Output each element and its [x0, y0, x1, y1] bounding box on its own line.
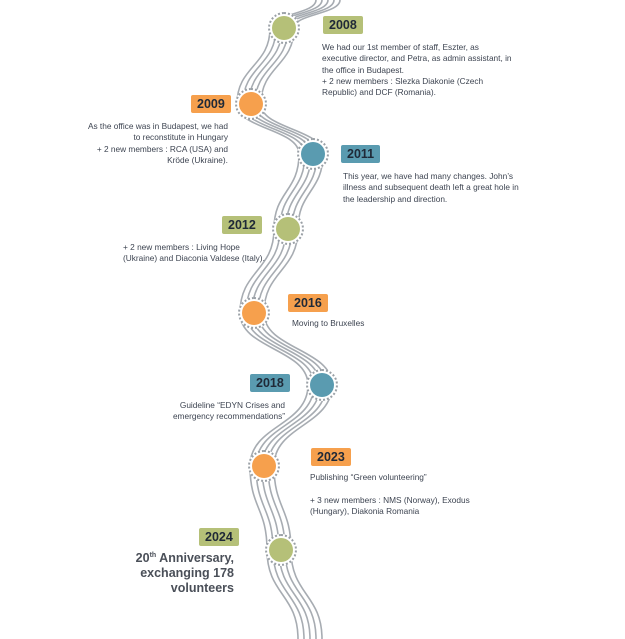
milestone-node-2024	[265, 534, 297, 566]
year-badge-2008: 2008	[323, 16, 363, 34]
milestone-node-2011	[297, 138, 329, 170]
milestone-text-2016: Moving to Bruxelles	[292, 318, 365, 328]
milestone-dot	[239, 92, 263, 116]
milestone-text-2023: Publishing “Green volunteering” + 3 new members : NMS (Norway), Exodus (Hungary), Diakonia Romania	[310, 472, 470, 516]
milestone-node-2009	[235, 88, 267, 120]
milestone-dot	[301, 142, 325, 166]
milestone-text-2011: This year, we have had many changes. John’s illness and subsequent death left a great hole in the leadership and direction.	[343, 171, 519, 204]
milestone-text-2018: Guideline “EDYN Crises and emergency recommendations”	[172, 400, 285, 422]
year-badge-2016: 2016	[288, 294, 328, 312]
milestone-text-2008: We had our 1st member of staff, Eszter, as executive director, and Petra, as admin assistant, in the office in Budapest. + 2 new members : Slezka Diakonie (Czech Republic) and DCF (Romania).	[322, 42, 512, 98]
milestone-node-2023	[248, 450, 280, 482]
year-badge-2023: 2023	[311, 448, 351, 466]
anniversary-label: Anniversary, exchanging 178 volunteers	[140, 551, 234, 596]
milestone-text-2024	[124, 548, 234, 596]
milestone-node-2012	[272, 213, 304, 245]
anniversary-suffix: th	[149, 552, 157, 559]
milestone-text-2009: As the office was in Budapest, we had to reconstitute in Hungary + 2 new members : RCA (USA) and Kröde (Ukraine).	[87, 121, 228, 165]
milestone-dot	[310, 373, 334, 397]
milestone-node-2008	[268, 12, 300, 44]
milestone-node-2018	[306, 369, 338, 401]
year-badge-2018: 2018	[250, 374, 290, 392]
milestone-text-2012: + 2 new members : Living Hope (Ukraine) and Diaconia Valdese (Italy).	[123, 242, 265, 264]
milestone-dot	[272, 16, 296, 40]
year-badge-2009: 2009	[191, 95, 231, 113]
milestone-dot	[269, 538, 293, 562]
anniversary-number: 20	[135, 551, 150, 566]
milestone-dot	[252, 454, 276, 478]
year-badge-2011: 2011	[341, 145, 380, 163]
milestone-dot	[276, 217, 300, 241]
year-badge-2012: 2012	[222, 216, 262, 234]
year-badge-2024: 2024	[199, 528, 239, 546]
milestone-node-2016	[238, 297, 270, 329]
milestone-dot	[242, 301, 266, 325]
